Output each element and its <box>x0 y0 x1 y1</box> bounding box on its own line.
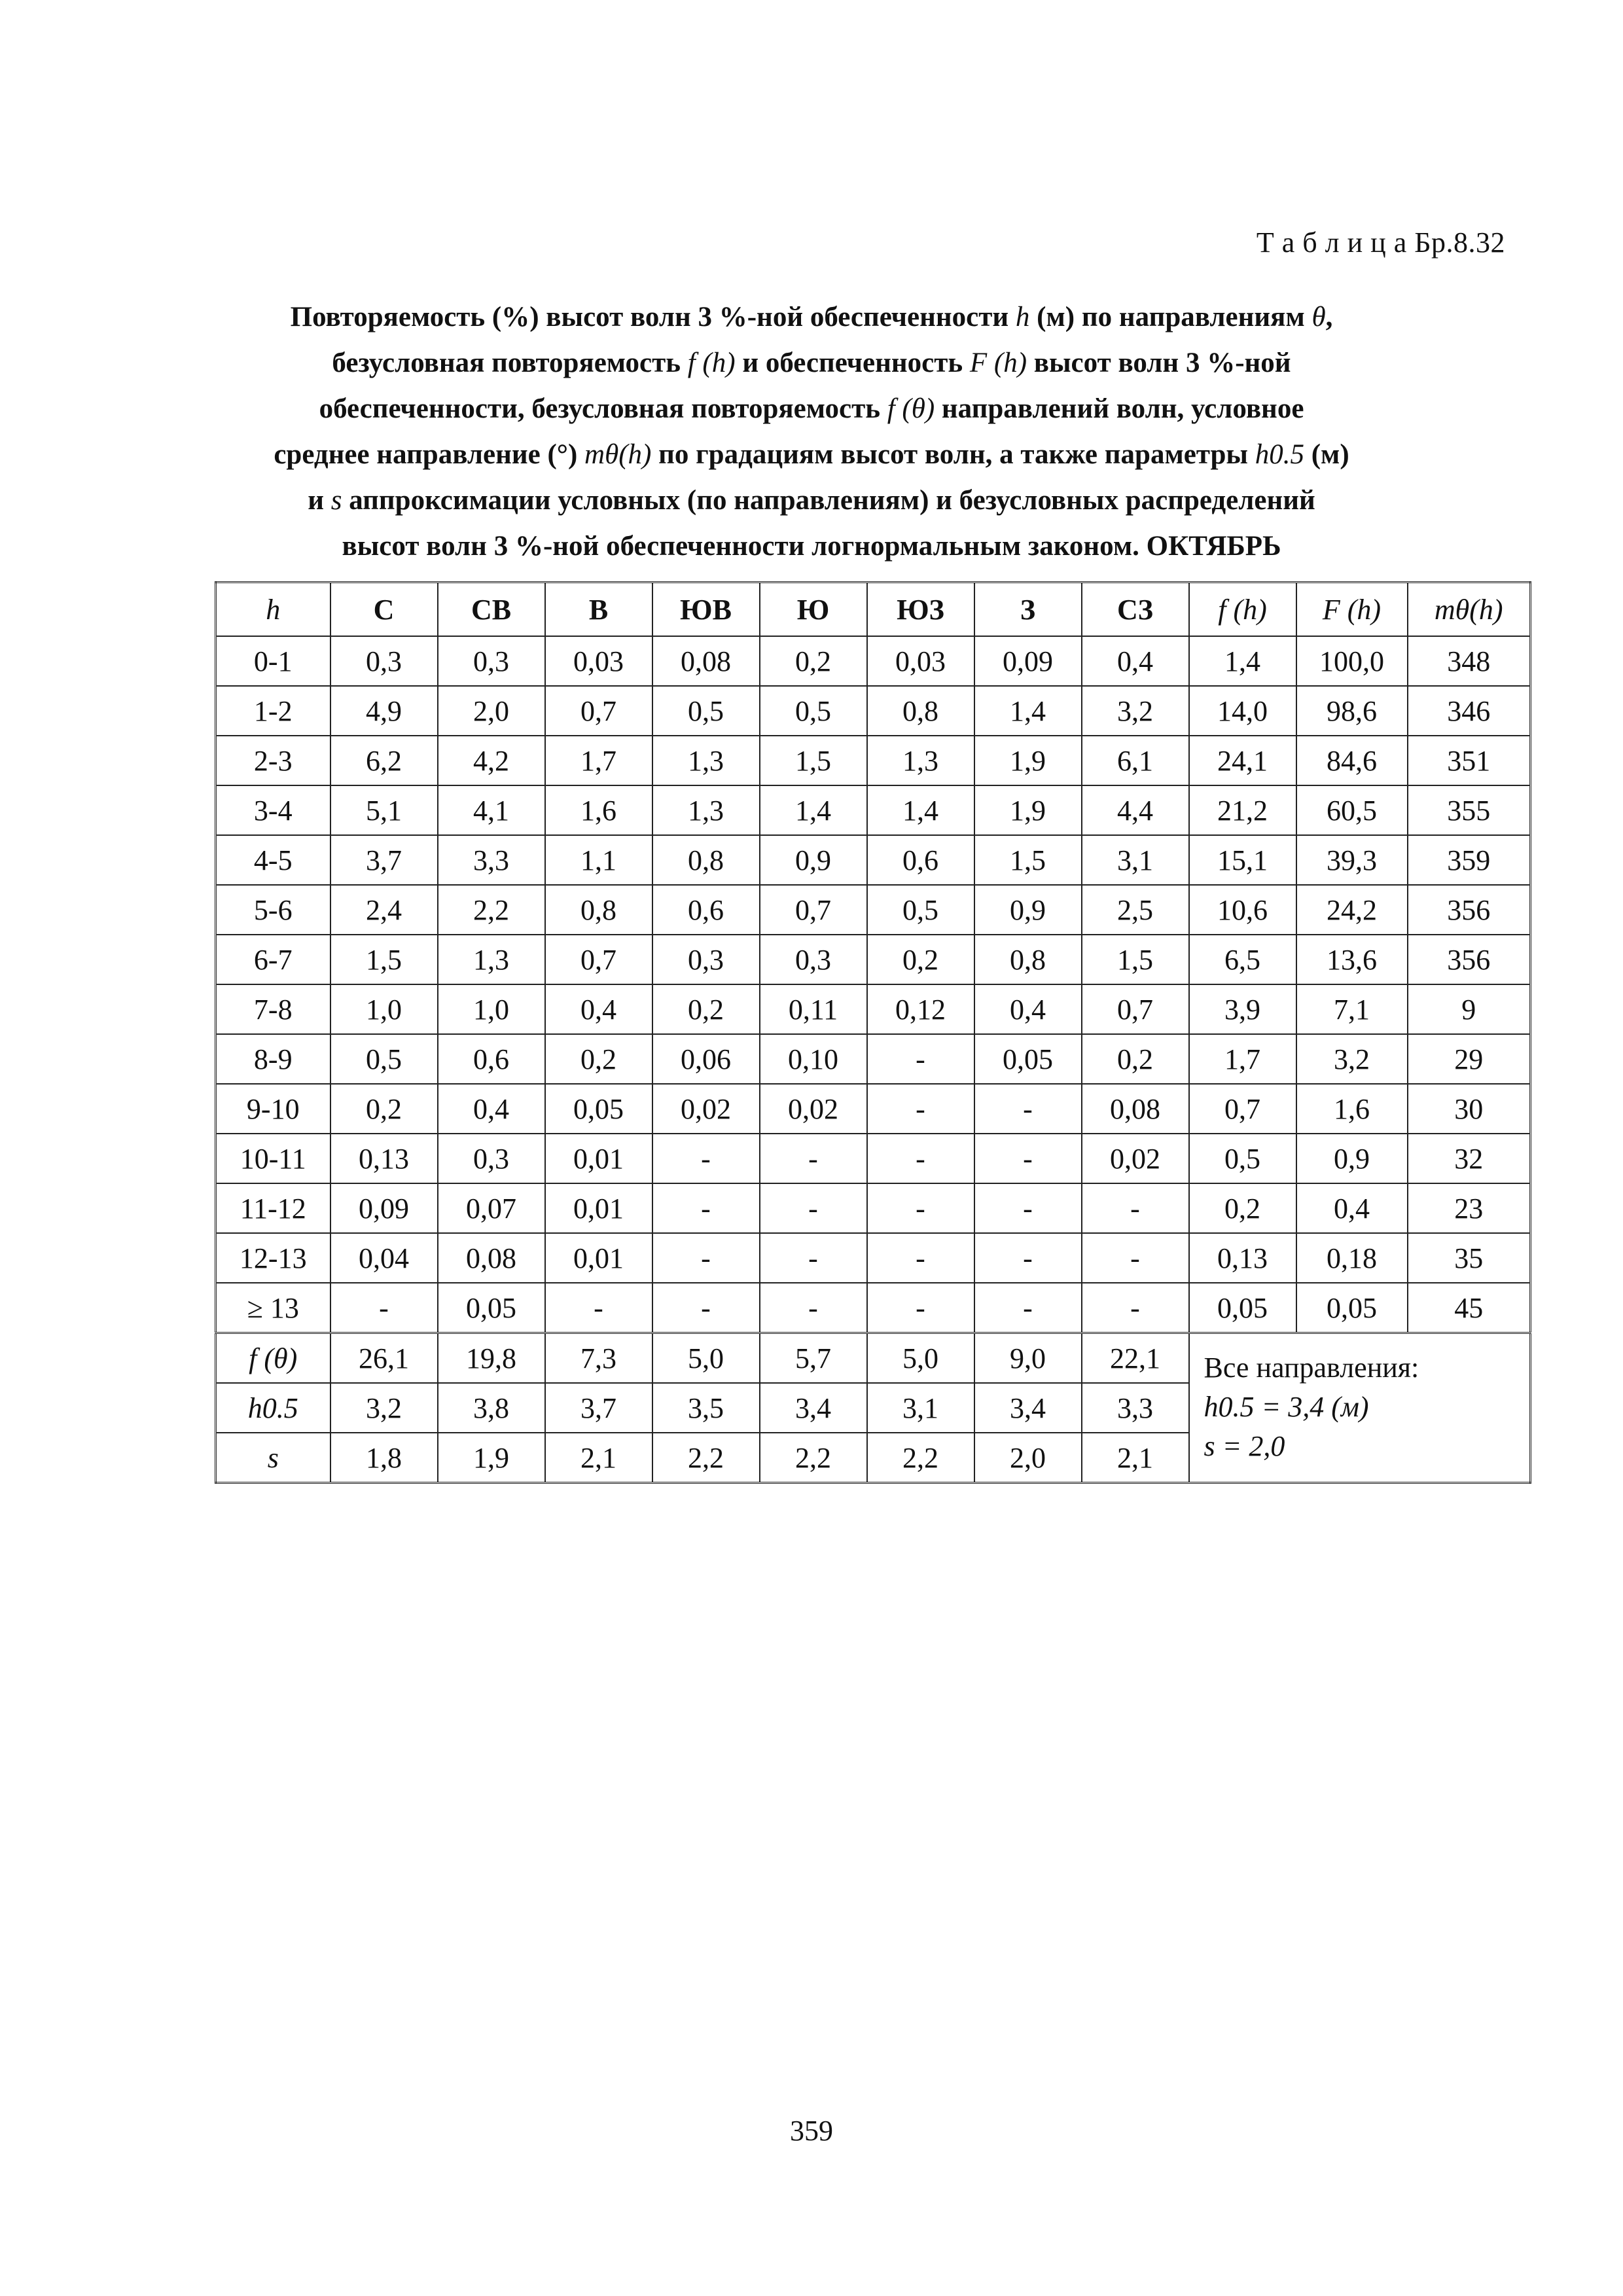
table-cell: 0,05 <box>1296 1283 1408 1333</box>
height-range-cell: 6-7 <box>216 935 330 984</box>
table-cell: 0,03 <box>545 636 652 686</box>
f-theta-row <box>216 1333 1531 1384</box>
table-cell: 84,6 <box>1296 736 1408 785</box>
header-dir-n: С <box>330 583 438 637</box>
table-cell: 3,2 <box>1082 686 1189 736</box>
table-cell: 21,2 <box>1189 785 1296 835</box>
table-cell: 0,3 <box>652 935 760 984</box>
header-h: h <box>216 583 330 637</box>
table-cell: 0,12 <box>867 984 974 1034</box>
table-cell: 2,2 <box>652 1433 760 1483</box>
caption-line-6: высот волн 3 %-ной обеспеченности логнормальным законом. ОКТЯБРЬ <box>342 531 1281 562</box>
table-cell: 0,9 <box>1296 1134 1408 1183</box>
height-range-cell: 2-3 <box>216 736 330 785</box>
table-cell: 0,01 <box>545 1134 652 1183</box>
table-cell: - <box>652 1233 760 1283</box>
table-cell: 0,5 <box>1189 1134 1296 1183</box>
table-cell: 2,4 <box>330 885 438 935</box>
table-cell: 1,5 <box>330 935 438 984</box>
table-cell: 3,4 <box>974 1383 1082 1433</box>
table-cell: 0,09 <box>330 1183 438 1233</box>
table-cell: 0,4 <box>1296 1183 1408 1233</box>
table-label: Т а б л и ц а Бр.8.32 <box>1256 226 1505 259</box>
table-cell: 0,3 <box>330 636 438 686</box>
table-cell: 9,0 <box>974 1333 1082 1384</box>
table-cell: 15,1 <box>1189 835 1296 885</box>
table-cell: 0,3 <box>438 636 545 686</box>
table-cell: 0,9 <box>974 885 1082 935</box>
table-cell: 0,6 <box>652 885 760 935</box>
table-row <box>216 686 1531 736</box>
table-cell: 0,2 <box>1082 1034 1189 1084</box>
table-cell: 0,2 <box>652 984 760 1034</box>
table-cell: 0,05 <box>974 1034 1082 1084</box>
table-cell: 5,7 <box>760 1333 867 1384</box>
table-cell: - <box>760 1183 867 1233</box>
table-cell: 0,01 <box>545 1233 652 1283</box>
table-cell: 0,3 <box>438 1134 545 1183</box>
table-cell: 0,2 <box>545 1034 652 1084</box>
height-range-cell: ≥ 13 <box>216 1283 330 1333</box>
table-cell: 2,5 <box>1082 885 1189 935</box>
table-row <box>216 1233 1531 1283</box>
table-cell: 0,05 <box>545 1084 652 1134</box>
table-cell: 4,9 <box>330 686 438 736</box>
table-cell: 1,7 <box>545 736 652 785</box>
table-cell: - <box>330 1283 438 1333</box>
table-cell: 3,2 <box>1296 1034 1408 1084</box>
table-cell: 3,1 <box>1082 835 1189 885</box>
table-cell: - <box>867 1034 974 1084</box>
table-cell: 4,4 <box>1082 785 1189 835</box>
table-cell: 1,0 <box>330 984 438 1034</box>
table-cell: 2,1 <box>1082 1433 1189 1483</box>
page-number: 359 <box>790 2115 833 2147</box>
table-container <box>215 581 1531 1484</box>
table-cell: 3,2 <box>330 1383 438 1433</box>
table-cell: - <box>652 1183 760 1233</box>
table-row <box>216 785 1531 835</box>
table-cell: 3,3 <box>1082 1383 1189 1433</box>
table-cell: 3,7 <box>330 835 438 885</box>
table-cell: 0,4 <box>974 984 1082 1034</box>
table-cell: - <box>867 1283 974 1333</box>
table-cell: 0,2 <box>1189 1183 1296 1233</box>
table-cell: 2,0 <box>974 1433 1082 1483</box>
height-range-cell: 3-4 <box>216 785 330 835</box>
table-cell: 6,5 <box>1189 935 1296 984</box>
table-cell: 60,5 <box>1296 785 1408 835</box>
height-range-cell: 1-2 <box>216 686 330 736</box>
table-cell: 1,1 <box>545 835 652 885</box>
height-range-cell: 9-10 <box>216 1084 330 1134</box>
table-cell: 351 <box>1408 736 1531 785</box>
table-cell: 35 <box>1408 1233 1531 1283</box>
table-cell: 1,5 <box>974 835 1082 885</box>
table-cell: 1,4 <box>867 785 974 835</box>
table-cell: 10,6 <box>1189 885 1296 935</box>
height-range-cell: 4-5 <box>216 835 330 885</box>
table-cell: 24,2 <box>1296 885 1408 935</box>
table-cell: - <box>1082 1183 1189 1233</box>
table-cell: 1,3 <box>867 736 974 785</box>
summary-title: Все направления: <box>1204 1352 1419 1384</box>
table-cell: 5,1 <box>330 785 438 835</box>
table-cell: 26,1 <box>330 1333 438 1384</box>
table-cell: 0,09 <box>974 636 1082 686</box>
table-cell: 5,0 <box>652 1333 760 1384</box>
caption-line-2: безусловная повторяемость f (h) и обеспеченность F (h) высот волн 3 %-ной <box>332 348 1291 378</box>
header-dir-w: З <box>974 583 1082 637</box>
table-cell: 3,7 <box>545 1383 652 1433</box>
table-cell: 0,6 <box>867 835 974 885</box>
table-cell: 0,6 <box>438 1034 545 1084</box>
table-cell: 1,9 <box>438 1433 545 1483</box>
height-range-cell: 8-9 <box>216 1034 330 1084</box>
table-cell: 1,0 <box>438 984 545 1034</box>
table-cell: - <box>974 1084 1082 1134</box>
table-cell: 30 <box>1408 1084 1531 1134</box>
wave-height-table <box>215 581 1531 1484</box>
table-cell: 2,2 <box>760 1433 867 1483</box>
table-row <box>216 736 1531 785</box>
table-cell: - <box>974 1183 1082 1233</box>
table-row <box>216 984 1531 1034</box>
table-cell: 0,9 <box>760 835 867 885</box>
table-cell: 19,8 <box>438 1333 545 1384</box>
table-cell: - <box>867 1233 974 1283</box>
table-cell: - <box>974 1283 1082 1333</box>
table-cell: 0,18 <box>1296 1233 1408 1283</box>
h05-label: h0.5 <box>216 1383 330 1433</box>
table-cell: 0,8 <box>974 935 1082 984</box>
table-row <box>216 1134 1531 1183</box>
table-cell: 9 <box>1408 984 1531 1034</box>
table-cell: - <box>974 1233 1082 1283</box>
table-cell: 0,8 <box>867 686 974 736</box>
header-cap-f-h: F (h) <box>1296 583 1408 637</box>
table-cell: 1,3 <box>438 935 545 984</box>
table-cell: - <box>652 1283 760 1333</box>
table-cell: 0,13 <box>330 1134 438 1183</box>
table-cell: 4,2 <box>438 736 545 785</box>
table-cell: 1,3 <box>652 785 760 835</box>
table-cell: - <box>545 1283 652 1333</box>
table-cell: 3,5 <box>652 1383 760 1433</box>
table-cell: 6,1 <box>1082 736 1189 785</box>
header-m-theta-h: mθ(h) <box>1408 583 1531 637</box>
height-range-cell: 12-13 <box>216 1233 330 1283</box>
table-cell: 45 <box>1408 1283 1531 1333</box>
table-row <box>216 1034 1531 1084</box>
table-cell: 0,4 <box>545 984 652 1034</box>
table-cell: 0,7 <box>545 686 652 736</box>
table-cell: 3,3 <box>438 835 545 885</box>
table-cell: 0,3 <box>760 935 867 984</box>
table-cell: 0,5 <box>652 686 760 736</box>
height-range-cell: 11-12 <box>216 1183 330 1233</box>
table-cell: 0,2 <box>760 636 867 686</box>
table-cell: 0,07 <box>438 1183 545 1233</box>
table-cell: 4,1 <box>438 785 545 835</box>
table-cell: 1,4 <box>1189 636 1296 686</box>
table-row <box>216 835 1531 885</box>
table-cell: 1,6 <box>545 785 652 835</box>
table-cell: - <box>867 1134 974 1183</box>
table-cell: 1,9 <box>974 785 1082 835</box>
header-dir-s: Ю <box>760 583 867 637</box>
table-cell: 5,0 <box>867 1333 974 1384</box>
s-label: s <box>216 1433 330 1483</box>
header-row <box>216 583 1531 637</box>
summary-s: s = 2,0 <box>1204 1430 1285 1462</box>
table-cell: 3,4 <box>760 1383 867 1433</box>
table-cell: 98,6 <box>1296 686 1408 736</box>
header-dir-sw: ЮЗ <box>867 583 974 637</box>
table-row <box>216 1183 1531 1233</box>
all-directions-summary <box>1189 1333 1531 1483</box>
table-cell: 0,5 <box>330 1034 438 1084</box>
table-cell: 0,11 <box>760 984 867 1034</box>
table-cell: 0,02 <box>760 1084 867 1134</box>
table-cell: 0,4 <box>1082 636 1189 686</box>
table-cell: 1,6 <box>1296 1084 1408 1134</box>
caption-line-3: обеспеченности, безусловная повторяемость f (θ) направлений волн, условное <box>319 393 1304 424</box>
table-cell: - <box>974 1134 1082 1183</box>
table-cell: 32 <box>1408 1134 1531 1183</box>
table-cell: - <box>760 1134 867 1183</box>
table-cell: 356 <box>1408 885 1531 935</box>
table-cell: 1,5 <box>1082 935 1189 984</box>
table-cell: 2,2 <box>867 1433 974 1483</box>
caption-line-5: и s аппроксимации условных (по направлениям) и безусловных распределений <box>308 485 1315 516</box>
table-cell: - <box>652 1134 760 1183</box>
table-cell: 0,7 <box>760 885 867 935</box>
table-cell: 100,0 <box>1296 636 1408 686</box>
caption-line-4: среднее направление (°) mθ(h) по градациям высот волн, а также параметры h0.5 (м) <box>274 439 1349 470</box>
table-cell: 0,2 <box>330 1084 438 1134</box>
header-f-h: f (h) <box>1189 583 1296 637</box>
table-cell: 0,04 <box>330 1233 438 1283</box>
table-cell: 6,2 <box>330 736 438 785</box>
table-cell: 0,05 <box>1189 1283 1296 1333</box>
table-cell: 0,7 <box>1189 1084 1296 1134</box>
height-range-cell: 5-6 <box>216 885 330 935</box>
table-row <box>216 636 1531 686</box>
table-footer <box>216 1333 1531 1483</box>
table-cell: 2,2 <box>438 885 545 935</box>
table-row <box>216 1084 1531 1134</box>
height-range-cell: 0-1 <box>216 636 330 686</box>
table-cell: 24,1 <box>1189 736 1296 785</box>
table-cell: 346 <box>1408 686 1531 736</box>
table-cell: 0,05 <box>438 1283 545 1333</box>
table-body <box>216 636 1531 1333</box>
table-cell: 1,4 <box>760 785 867 835</box>
table-cell: 0,8 <box>545 885 652 935</box>
table-cell: 0,5 <box>760 686 867 736</box>
table-row <box>216 885 1531 935</box>
table-cell: 29 <box>1408 1034 1531 1084</box>
table-cell: 0,08 <box>652 636 760 686</box>
table-cell: 1,3 <box>652 736 760 785</box>
table-cell: 359 <box>1408 835 1531 885</box>
table-cell: - <box>1082 1233 1189 1283</box>
summary-h05: h0.5 = 3,4 (м) <box>1204 1391 1369 1423</box>
table-cell: 0,13 <box>1189 1233 1296 1283</box>
table-cell: - <box>1082 1283 1189 1333</box>
table-cell: 23 <box>1408 1183 1531 1233</box>
table-cell: 0,8 <box>652 835 760 885</box>
caption-line-1: Повторяемость (%) высот волн 3 %-ной обеспеченности h (м) по направлениям θ, <box>290 302 1333 332</box>
table-cell: 7,1 <box>1296 984 1408 1034</box>
table-cell: 0,10 <box>760 1034 867 1084</box>
f-theta-label: f (θ) <box>216 1333 330 1384</box>
table-cell: 2,0 <box>438 686 545 736</box>
table-cell: 1,8 <box>330 1433 438 1483</box>
table-cell: 3,1 <box>867 1383 974 1433</box>
table-cell: 348 <box>1408 636 1531 686</box>
table-cell: 0,01 <box>545 1183 652 1233</box>
table-cell: 1,7 <box>1189 1034 1296 1084</box>
table-cell: 0,7 <box>545 935 652 984</box>
table-cell: 0,03 <box>867 636 974 686</box>
table-cell: 0,4 <box>438 1084 545 1134</box>
table-cell: 39,3 <box>1296 835 1408 885</box>
table-cell: - <box>760 1233 867 1283</box>
table-cell: 0,08 <box>1082 1084 1189 1134</box>
table-cell: 1,9 <box>974 736 1082 785</box>
table-row <box>216 935 1531 984</box>
header-dir-ne: СВ <box>438 583 545 637</box>
table-cell: - <box>867 1183 974 1233</box>
table-caption <box>196 295 1427 569</box>
table-cell: 22,1 <box>1082 1333 1189 1384</box>
table-cell: 355 <box>1408 785 1531 835</box>
table-cell: 0,5 <box>867 885 974 935</box>
table-cell: 2,1 <box>545 1433 652 1483</box>
table-cell: 3,9 <box>1189 984 1296 1034</box>
table-cell: 0,2 <box>867 935 974 984</box>
table-cell: 0,02 <box>652 1084 760 1134</box>
table-cell: 1,4 <box>974 686 1082 736</box>
table-cell: 1,5 <box>760 736 867 785</box>
table-cell: - <box>760 1283 867 1333</box>
height-range-cell: 7-8 <box>216 984 330 1034</box>
table-cell: 13,6 <box>1296 935 1408 984</box>
header-dir-se: ЮВ <box>652 583 760 637</box>
table-cell: 0,08 <box>438 1233 545 1283</box>
table-row <box>216 1283 1531 1333</box>
table-cell: 7,3 <box>545 1333 652 1384</box>
table-cell: - <box>867 1084 974 1134</box>
header-dir-e: В <box>545 583 652 637</box>
table-cell: 0,06 <box>652 1034 760 1084</box>
table-cell: 14,0 <box>1189 686 1296 736</box>
table-cell: 0,7 <box>1082 984 1189 1034</box>
table-cell: 0,02 <box>1082 1134 1189 1183</box>
header-dir-nw: СЗ <box>1082 583 1189 637</box>
height-range-cell: 10-11 <box>216 1134 330 1183</box>
table-cell: 356 <box>1408 935 1531 984</box>
table-cell: 3,8 <box>438 1383 545 1433</box>
